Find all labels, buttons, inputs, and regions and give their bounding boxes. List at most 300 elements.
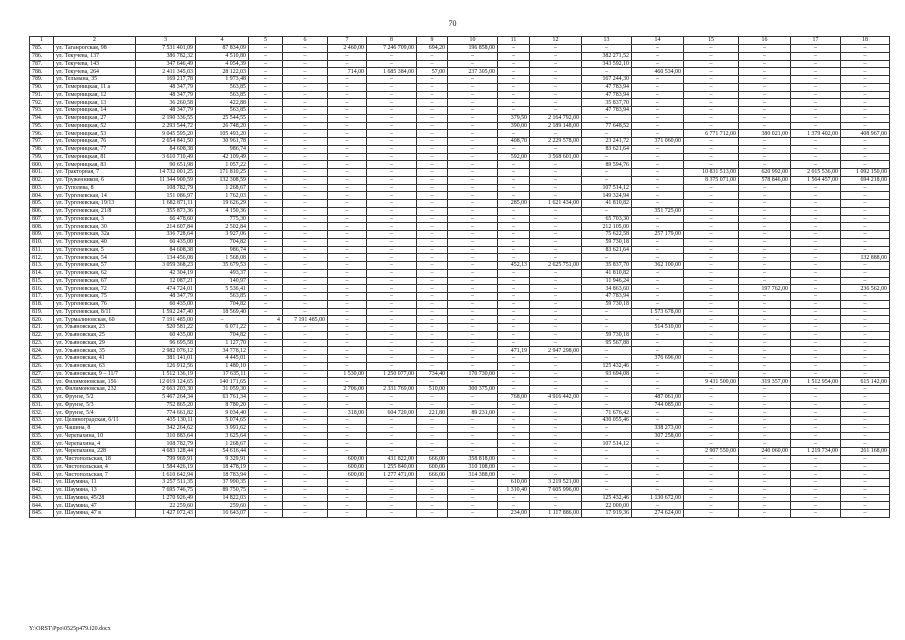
amount-cell-col-5: – — [249, 386, 283, 394]
amount-cell-col-10: – — [448, 238, 498, 246]
amount-cell-col-6: – — [283, 262, 328, 270]
amount-cell-col-5: 4 — [249, 316, 283, 324]
amount-cell-col-7: – — [328, 393, 367, 401]
amount-cell-col-12: – — [530, 207, 582, 215]
amount-cell-col-3: 126 912,56 — [136, 362, 196, 370]
table-row — [30, 448, 890, 456]
amount-cell-col-4: 28 122,03 — [196, 68, 249, 76]
amount-cell-col-4: 31 059,30 — [196, 386, 249, 394]
amount-cell-col-12: – — [530, 107, 582, 115]
amount-cell-col-14: 460 534,00 — [632, 68, 684, 76]
table-row — [30, 60, 890, 68]
amount-cell-col-8: 2 331 769,00 — [367, 386, 417, 394]
amount-cell-col-3: 60 435,00 — [136, 238, 196, 246]
amount-cell-col-5: – — [249, 378, 283, 386]
amount-cell-col-18: – — [841, 207, 890, 215]
amount-cell-col-6: – — [283, 122, 328, 130]
amount-cell-col-16: – — [739, 331, 791, 339]
amount-cell-col-14: – — [632, 184, 684, 192]
table-row — [30, 238, 890, 246]
amount-cell-col-7: – — [328, 432, 367, 440]
amount-cell-col-7: 600,00 — [328, 471, 367, 479]
amount-cell-col-11: 592,00 — [498, 153, 530, 161]
amount-cell-col-4: 422,88 — [196, 99, 249, 107]
amount-cell-col-13: 83 621,64 — [582, 145, 632, 153]
amount-cell-col-10: – — [448, 83, 498, 91]
table-row — [30, 145, 890, 153]
amount-cell-col-18: – — [841, 215, 890, 223]
row-number-cell: 825. — [30, 355, 54, 363]
amount-cell-col-17: – — [791, 463, 841, 471]
amount-cell-col-18: – — [841, 114, 890, 122]
amount-cell-col-10: – — [448, 138, 498, 146]
amount-cell-col-10: – — [448, 161, 498, 169]
amount-cell-col-14: – — [632, 448, 684, 456]
row-number-cell: 816. — [30, 285, 54, 293]
row-number-cell: 836. — [30, 440, 54, 448]
amount-cell-col-3: 435 130,11 — [136, 417, 196, 425]
amount-cell-col-5: – — [249, 486, 283, 494]
amount-cell-col-18: – — [841, 424, 890, 432]
amount-cell-col-6: – — [283, 130, 328, 138]
amount-cell-col-3: 381 141,01 — [136, 355, 196, 363]
amount-cell-col-10: – — [448, 479, 498, 487]
amount-cell-col-15: – — [684, 215, 739, 223]
amount-cell-col-15: – — [684, 99, 739, 107]
amount-cell-col-6: – — [283, 448, 328, 456]
amount-cell-col-16: – — [739, 52, 791, 60]
table-row — [30, 223, 890, 231]
amount-cell-col-12: 2 229 578,00 — [530, 138, 582, 146]
amount-cell-col-8: – — [367, 114, 417, 122]
amount-cell-col-16: – — [739, 417, 791, 425]
amount-cell-col-4: 1 480,10 — [196, 362, 249, 370]
address-cell: ул. Тельмана, 35 — [54, 76, 136, 84]
amount-cell-col-10: – — [448, 502, 498, 510]
column-header-3: 3 — [136, 37, 196, 45]
amount-cell-col-16: – — [739, 440, 791, 448]
amount-cell-col-4: 19 626,29 — [196, 200, 249, 208]
amount-cell-col-5: – — [249, 45, 283, 53]
amount-cell-col-15: – — [684, 91, 739, 99]
table-row — [30, 184, 890, 192]
amount-cell-col-8: – — [367, 424, 417, 432]
amount-cell-col-10: – — [448, 277, 498, 285]
row-number-cell: 824. — [30, 347, 54, 355]
amount-cell-col-11: – — [498, 432, 530, 440]
amount-cell-col-8: – — [367, 502, 417, 510]
row-number-cell: 841. — [30, 479, 54, 487]
amount-cell-col-13: – — [582, 424, 632, 432]
amount-cell-col-18: – — [841, 300, 890, 308]
table-row — [30, 479, 890, 487]
table-row — [30, 200, 890, 208]
amount-cell-col-18: – — [841, 153, 890, 161]
amount-cell-col-16: 197 762,00 — [739, 285, 791, 293]
amount-cell-col-6: – — [283, 339, 328, 347]
amount-cell-col-11: 471,19 — [498, 347, 530, 355]
amount-cell-col-18: – — [841, 231, 890, 239]
amount-cell-col-8: – — [367, 207, 417, 215]
amount-cell-col-9: – — [417, 510, 448, 518]
amount-cell-col-3: 134 456,08 — [136, 254, 196, 262]
amount-cell-col-13: 71 676,42 — [582, 409, 632, 417]
amount-cell-col-5: – — [249, 114, 283, 122]
amount-cell-col-11: – — [498, 378, 530, 386]
amount-cell-col-18: – — [841, 347, 890, 355]
row-number-cell: 811. — [30, 246, 54, 254]
amount-cell-col-14: 376 696,00 — [632, 355, 684, 363]
amount-cell-col-15: – — [684, 114, 739, 122]
amount-cell-col-6: – — [283, 60, 328, 68]
amount-cell-col-3: 342 264,62 — [136, 424, 196, 432]
amount-cell-col-4: 1 057,22 — [196, 161, 249, 169]
amount-cell-col-4: 18 569,40 — [196, 308, 249, 316]
amount-cell-col-10: – — [448, 494, 498, 502]
row-number-cell: 837. — [30, 448, 54, 456]
address-cell: ул. Тургеневская, 72 — [54, 285, 136, 293]
amount-cell-col-11: – — [498, 494, 530, 502]
address-cell: ул. Темерницкая, 76 — [54, 138, 136, 146]
amount-cell-col-9: – — [417, 184, 448, 192]
amount-cell-col-7: – — [328, 494, 367, 502]
amount-cell-col-3: 520 581,22 — [136, 324, 196, 332]
amount-cell-col-11: – — [498, 300, 530, 308]
amount-cell-col-18: – — [841, 510, 890, 518]
amount-cell-col-9: – — [417, 246, 448, 254]
amount-cell-col-3: 1 427 072,43 — [136, 510, 196, 518]
amount-cell-col-6: – — [283, 161, 328, 169]
amount-cell-col-11: – — [498, 463, 530, 471]
amount-cell-col-8: – — [367, 331, 417, 339]
amount-cell-col-5: – — [249, 153, 283, 161]
amount-cell-col-10: – — [448, 262, 498, 270]
amount-cell-col-12: 4 916 442,00 — [530, 393, 582, 401]
amount-cell-col-13: 35 837,70 — [582, 262, 632, 270]
address-cell: ул. Тургеневская, 3 — [54, 215, 136, 223]
amount-cell-col-5: – — [249, 355, 283, 363]
amount-cell-col-10: 170 730,00 — [448, 370, 498, 378]
amount-cell-col-7: – — [328, 231, 367, 239]
amount-cell-col-9: – — [417, 324, 448, 332]
amount-cell-col-11: – — [498, 355, 530, 363]
amount-cell-col-13: 65 703,30 — [582, 215, 632, 223]
column-header-13: 13 — [582, 37, 632, 45]
amount-cell-col-16: – — [739, 479, 791, 487]
amount-cell-col-3: 48 347,79 — [136, 107, 196, 115]
amount-cell-col-3: 2 190 336,55 — [136, 114, 196, 122]
amount-cell-col-8: – — [367, 448, 417, 456]
amount-cell-col-13: 34 863,60 — [582, 285, 632, 293]
amount-cell-col-18: – — [841, 479, 890, 487]
amount-cell-col-17: – — [791, 262, 841, 270]
amount-cell-col-17: – — [791, 114, 841, 122]
amount-cell-col-15: – — [684, 510, 739, 518]
amount-cell-col-7: – — [328, 308, 367, 316]
amount-cell-col-12: – — [530, 184, 582, 192]
amount-cell-col-15: – — [684, 463, 739, 471]
amount-cell-col-12: – — [530, 502, 582, 510]
amount-cell-col-12: – — [530, 308, 582, 316]
amount-cell-col-9: 221,80 — [417, 409, 448, 417]
amount-cell-col-5: – — [249, 370, 283, 378]
amount-cell-col-4: 132 308,59 — [196, 176, 249, 184]
address-cell: ул. Тургеневская, 14 — [54, 192, 136, 200]
amount-cell-col-6: – — [283, 401, 328, 409]
address-cell: ул. Черепахина, 4 — [54, 440, 136, 448]
amount-cell-col-9: – — [417, 153, 448, 161]
amount-cell-col-9: 666,00 — [417, 455, 448, 463]
amount-cell-col-15: – — [684, 362, 739, 370]
amount-cell-col-15: – — [684, 192, 739, 200]
amount-cell-col-11: – — [498, 277, 530, 285]
amount-cell-col-3: 2 663 203,30 — [136, 386, 196, 394]
amount-cell-col-18: – — [841, 223, 890, 231]
amount-cell-col-16: – — [739, 424, 791, 432]
amount-cell-col-4: 1 127,70 — [196, 339, 249, 347]
table-row — [30, 52, 890, 60]
amount-cell-col-6: – — [283, 463, 328, 471]
row-number-cell: 817. — [30, 293, 54, 301]
table-row — [30, 463, 890, 471]
row-number-cell: 834. — [30, 424, 54, 432]
amount-cell-col-13: 107 514,12 — [582, 440, 632, 448]
amount-cell-col-10: – — [448, 176, 498, 184]
amount-cell-col-13: – — [582, 455, 632, 463]
amount-cell-col-12: – — [530, 68, 582, 76]
table-row — [30, 231, 890, 239]
amount-cell-col-8: – — [367, 401, 417, 409]
amount-cell-col-18: 132 888,00 — [841, 254, 890, 262]
amount-cell-col-4: 54 616,44 — [196, 448, 249, 456]
amount-cell-col-9: – — [417, 60, 448, 68]
table-row — [30, 254, 890, 262]
amount-cell-col-11: – — [498, 370, 530, 378]
amount-cell-col-16: – — [739, 254, 791, 262]
amount-cell-col-6: 7 191 485,00 — [283, 316, 328, 324]
amount-cell-col-4: 30 961,78 — [196, 138, 249, 146]
column-header-1: 1 — [30, 37, 54, 45]
amount-cell-col-16: – — [739, 324, 791, 332]
amount-cell-col-6: – — [283, 153, 328, 161]
amount-cell-col-9: – — [417, 223, 448, 231]
amount-cell-col-9: – — [417, 200, 448, 208]
amount-cell-col-3: 14 732 001,25 — [136, 169, 196, 177]
amount-cell-col-3: 48 347,79 — [136, 91, 196, 99]
amount-cell-col-7: – — [328, 293, 367, 301]
amount-cell-col-13: – — [582, 347, 632, 355]
amount-cell-col-5: – — [249, 68, 283, 76]
amount-cell-col-9: 57,00 — [417, 68, 448, 76]
amount-cell-col-13: 47 783,94 — [582, 107, 632, 115]
amount-cell-col-14: – — [632, 362, 684, 370]
amount-cell-col-4: 140 171,65 — [196, 378, 249, 386]
amount-cell-col-11: – — [498, 192, 530, 200]
amount-cell-col-10: – — [448, 76, 498, 84]
row-number-cell: 808. — [30, 223, 54, 231]
amount-cell-col-3: 3 257 511,35 — [136, 479, 196, 487]
amount-cell-col-16: – — [739, 122, 791, 130]
amount-cell-col-12: – — [530, 285, 582, 293]
amount-cell-col-18: – — [841, 192, 890, 200]
amount-cell-col-17: – — [791, 417, 841, 425]
amount-cell-col-6: – — [283, 409, 328, 417]
amount-cell-col-3: 48 347,79 — [136, 83, 196, 91]
amount-cell-col-5: – — [249, 99, 283, 107]
row-number-cell: 828. — [30, 378, 54, 386]
amount-cell-col-10: – — [448, 393, 498, 401]
amount-cell-col-16: – — [739, 471, 791, 479]
table-row — [30, 68, 890, 76]
amount-cell-col-16: – — [739, 83, 791, 91]
amount-cell-col-7: – — [328, 192, 367, 200]
amount-cell-col-5: – — [249, 184, 283, 192]
amount-cell-col-17: – — [791, 238, 841, 246]
amount-cell-col-8: – — [367, 293, 417, 301]
page-number: 70 — [448, 19, 457, 28]
amount-cell-col-16: – — [739, 370, 791, 378]
amount-cell-col-12: 2 947 298,00 — [530, 347, 582, 355]
amount-cell-col-14: 1 573 678,00 — [632, 308, 684, 316]
address-cell: ул. Фрунзе, 5/4 — [54, 409, 136, 417]
amount-cell-col-16: – — [739, 200, 791, 208]
row-number-cell: 819. — [30, 308, 54, 316]
amount-cell-col-16: – — [739, 99, 791, 107]
amount-cell-col-6: – — [283, 347, 328, 355]
amount-cell-col-4: 63 761,34 — [196, 393, 249, 401]
amount-cell-col-3: 355 873,36 — [136, 207, 196, 215]
address-cell: ул. Темерницкая, 11 а — [54, 83, 136, 91]
amount-cell-col-18: – — [841, 200, 890, 208]
amount-cell-col-10: – — [448, 308, 498, 316]
amount-cell-col-5: – — [249, 246, 283, 254]
amount-cell-col-18: – — [841, 409, 890, 417]
amount-cell-col-4: 9 034,40 — [196, 409, 249, 417]
amount-cell-col-8: – — [367, 479, 417, 487]
amount-cell-col-18: – — [841, 440, 890, 448]
amount-cell-col-4: 140,97 — [196, 277, 249, 285]
amount-cell-col-9: – — [417, 231, 448, 239]
amount-cell-col-18: – — [841, 471, 890, 479]
amount-cell-col-11: – — [498, 401, 530, 409]
amount-cell-col-14: – — [632, 293, 684, 301]
address-cell: ул. Текучева, 264 — [54, 68, 136, 76]
amount-cell-col-4: 35 679,53 — [196, 262, 249, 270]
amount-cell-col-11: – — [498, 471, 530, 479]
amount-cell-col-15: – — [684, 409, 739, 417]
row-number-cell: 802. — [30, 176, 54, 184]
amount-cell-col-13: 343 592,10 — [582, 60, 632, 68]
amount-cell-col-9: – — [417, 432, 448, 440]
amount-cell-col-6: – — [283, 417, 328, 425]
amount-cell-col-16: – — [739, 192, 791, 200]
row-number-cell: 820. — [30, 316, 54, 324]
amount-cell-col-8: – — [367, 246, 417, 254]
amount-cell-col-3: 2 982 076,12 — [136, 347, 196, 355]
amount-cell-col-4: 1 762,03 — [196, 192, 249, 200]
amount-cell-col-14: – — [632, 161, 684, 169]
amount-cell-col-18: – — [841, 401, 890, 409]
amount-cell-col-6: – — [283, 432, 328, 440]
amount-cell-col-7: – — [328, 83, 367, 91]
amount-cell-col-15: – — [684, 231, 739, 239]
amount-cell-col-8: – — [367, 215, 417, 223]
amount-cell-col-10: – — [448, 401, 498, 409]
amount-cell-col-15: – — [684, 401, 739, 409]
amount-cell-col-12: – — [530, 331, 582, 339]
amount-cell-col-17: 1 219 734,00 — [791, 448, 841, 456]
amount-cell-col-10: – — [448, 207, 498, 215]
amount-cell-col-10: 89 231,00 — [448, 409, 498, 417]
amount-cell-col-7: – — [328, 502, 367, 510]
amount-cell-col-15: – — [684, 370, 739, 378]
amount-cell-col-9: – — [417, 138, 448, 146]
amount-cell-col-8: – — [367, 107, 417, 115]
row-number-cell: 833. — [30, 417, 54, 425]
amount-cell-col-17: – — [791, 502, 841, 510]
amount-cell-col-9: – — [417, 83, 448, 91]
amount-cell-col-12: 3 568 601,00 — [530, 153, 582, 161]
amount-cell-col-3: 336 728,64 — [136, 231, 196, 239]
row-number-cell: 786. — [30, 52, 54, 60]
amount-cell-col-5: – — [249, 479, 283, 487]
amount-cell-col-11: – — [498, 409, 530, 417]
amount-cell-col-10: – — [448, 417, 498, 425]
amount-cell-col-7: – — [328, 238, 367, 246]
amount-cell-col-6: – — [283, 308, 328, 316]
amount-cell-col-10: – — [448, 107, 498, 115]
amount-cell-col-17: – — [791, 200, 841, 208]
amount-cell-col-15: – — [684, 440, 739, 448]
amount-cell-col-13: 47 783,94 — [582, 91, 632, 99]
amount-cell-col-12: – — [530, 130, 582, 138]
address-cell: ул. Тургеневская, 67 — [54, 277, 136, 285]
amount-cell-col-11: – — [498, 45, 530, 53]
table-row — [30, 99, 890, 107]
address-cell: ул. Тракторная, 7 — [54, 169, 136, 177]
amount-cell-col-5: – — [249, 494, 283, 502]
amount-cell-col-7: – — [328, 223, 367, 231]
row-number-cell: 787. — [30, 60, 54, 68]
amount-cell-col-11: – — [498, 285, 530, 293]
amount-cell-col-14: – — [632, 91, 684, 99]
amount-cell-col-5: – — [249, 432, 283, 440]
amount-cell-col-15: – — [684, 355, 739, 363]
amount-cell-col-7: – — [328, 200, 367, 208]
amount-cell-col-18: – — [841, 417, 890, 425]
amount-cell-col-12: – — [530, 440, 582, 448]
column-header-15: 15 — [684, 37, 739, 45]
amount-cell-col-10: – — [448, 362, 498, 370]
amount-cell-col-14: – — [632, 254, 684, 262]
address-cell: ул. Ульяновская, 23 — [54, 324, 136, 332]
amount-cell-col-6: – — [283, 471, 328, 479]
amount-cell-col-15: – — [684, 83, 739, 91]
amount-cell-col-8: – — [367, 130, 417, 138]
row-number-cell: 791. — [30, 91, 54, 99]
amount-cell-col-17: – — [791, 277, 841, 285]
amount-cell-col-15: – — [684, 316, 739, 324]
amount-cell-col-16: – — [739, 153, 791, 161]
address-cell: ул. Тургеневская, 57 — [54, 262, 136, 270]
amount-cell-col-12: – — [530, 238, 582, 246]
amount-cell-col-15: – — [684, 238, 739, 246]
amount-cell-col-14: – — [632, 122, 684, 130]
amount-cell-col-7: – — [328, 107, 367, 115]
address-cell: ул. Шаумяна, 45/28 — [54, 494, 136, 502]
amount-cell-col-18: – — [841, 145, 890, 153]
amount-cell-col-3: 1 584 426,19 — [136, 463, 196, 471]
